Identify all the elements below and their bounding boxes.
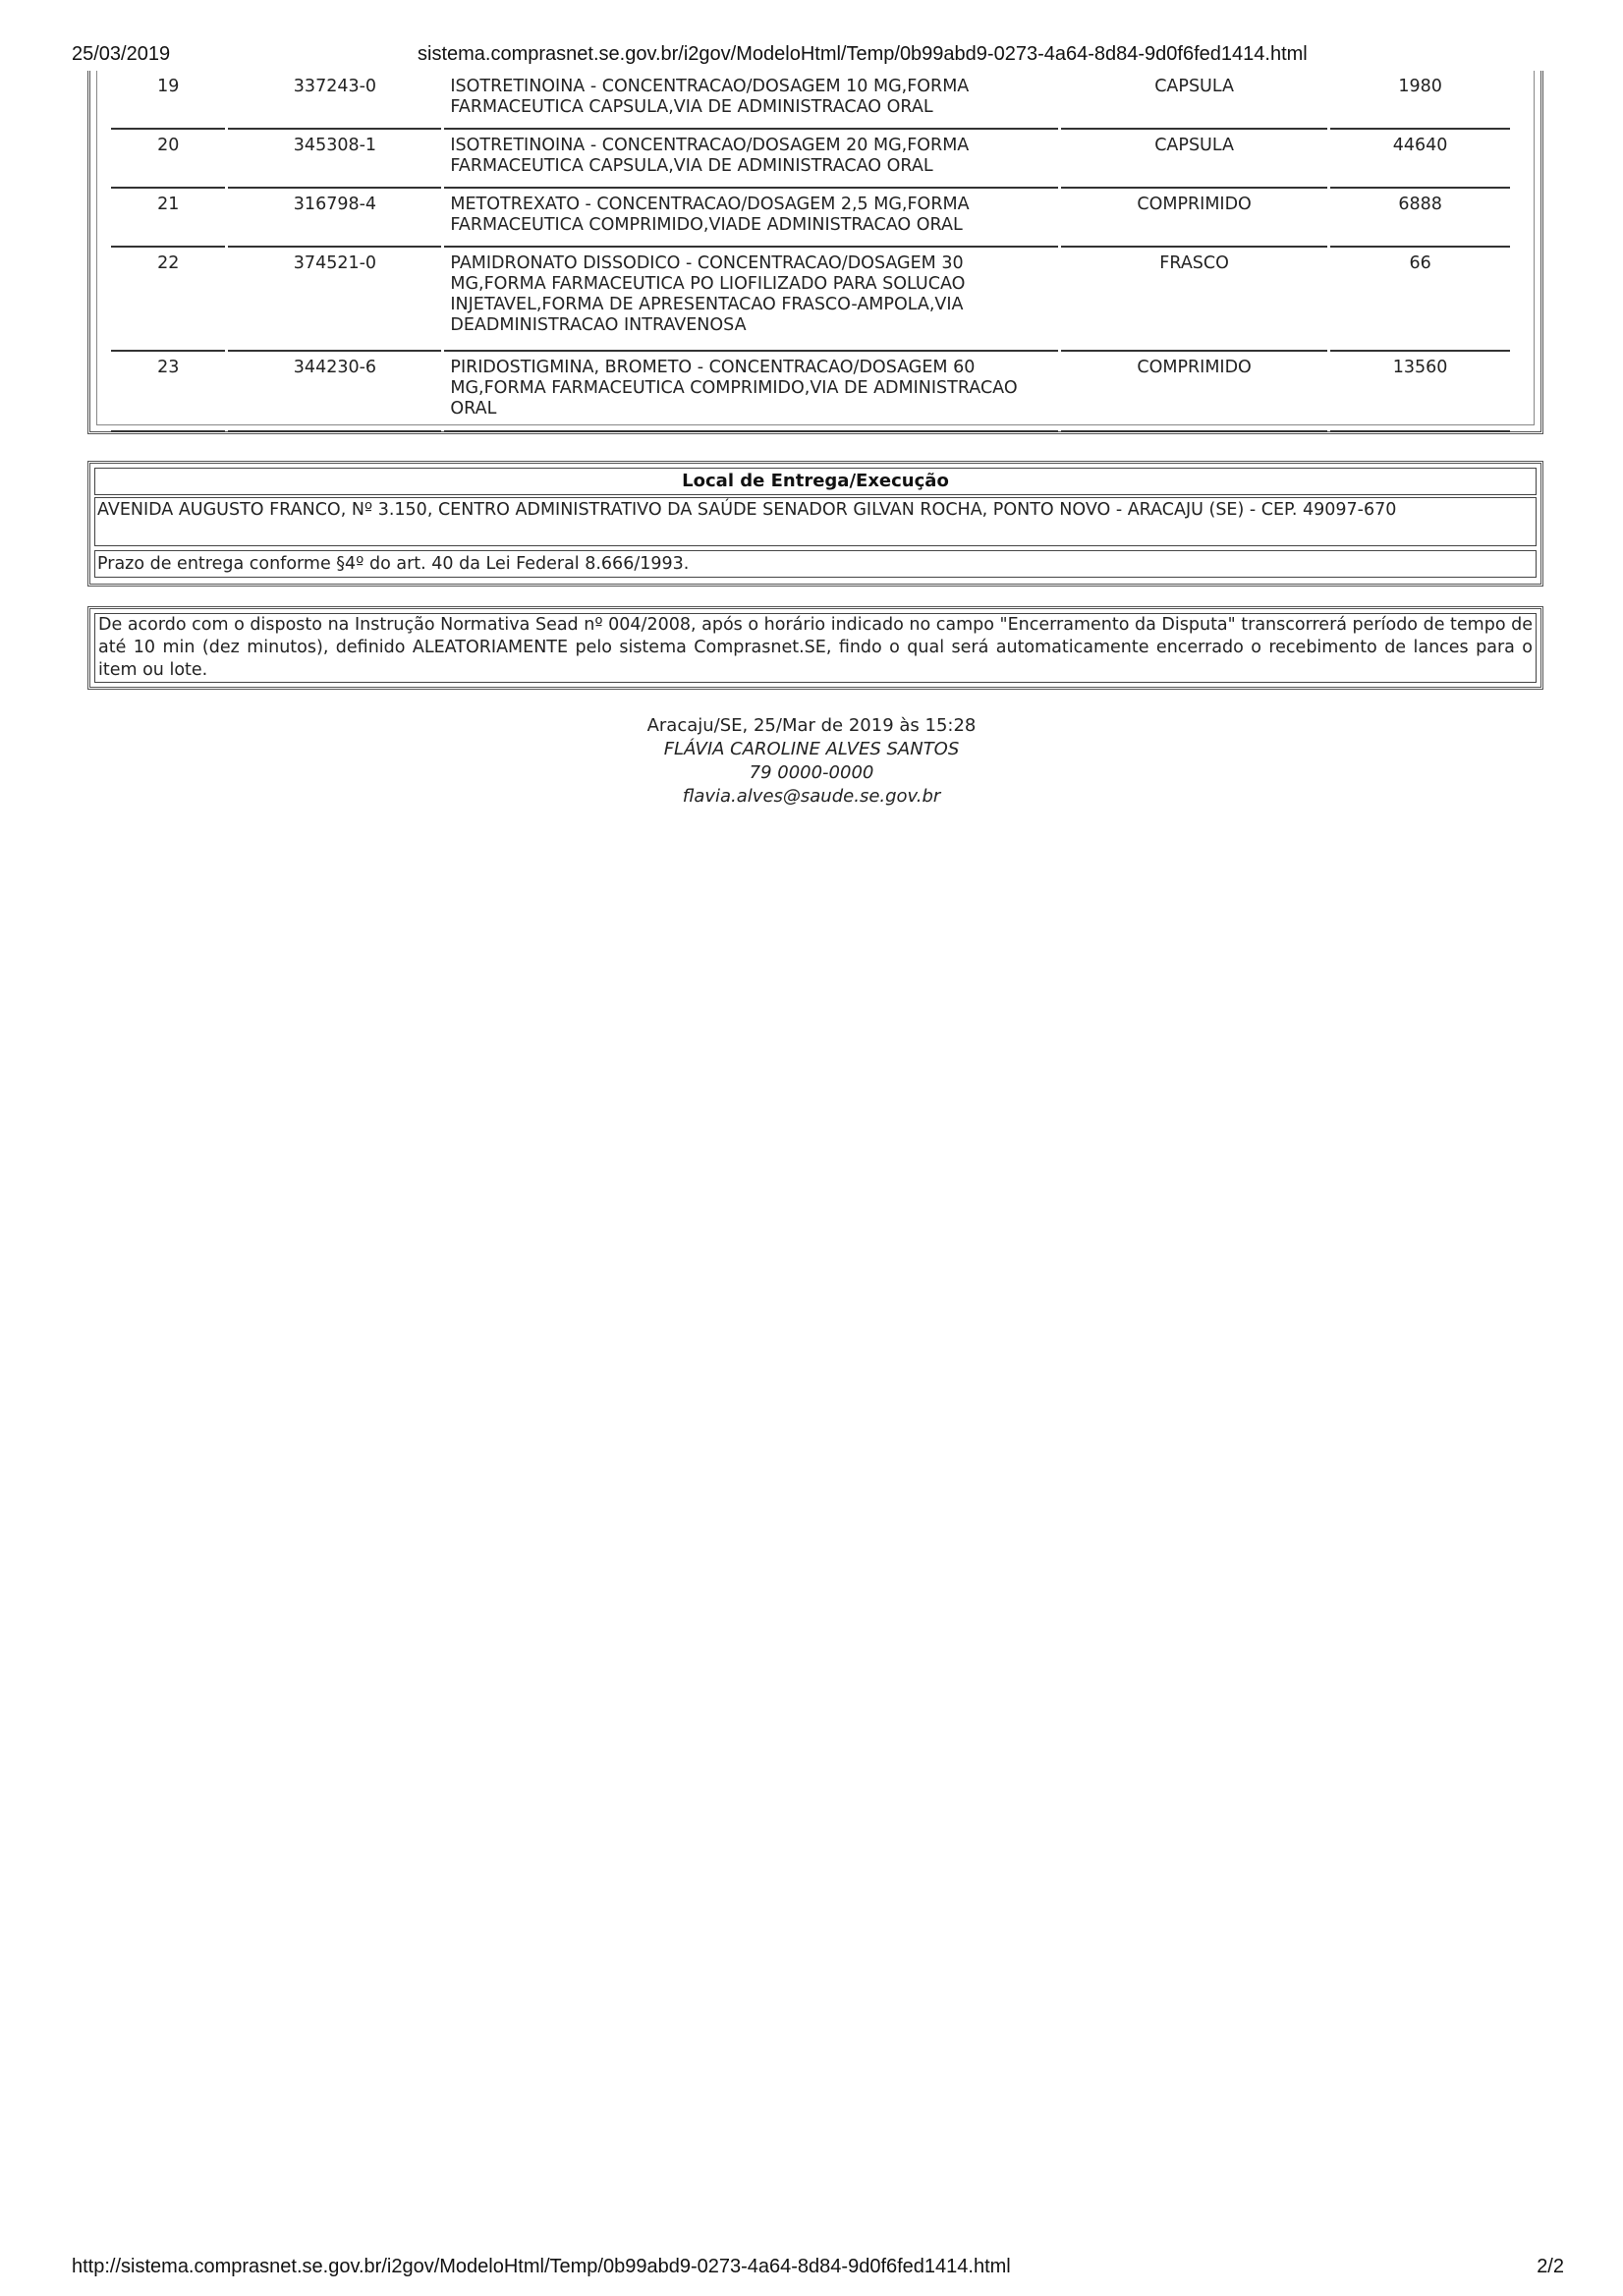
table-row (111, 248, 1510, 352)
item-code: 316798-4 (228, 189, 441, 248)
item-quantity: 13560 (1330, 352, 1510, 432)
signature-phone: 79 0000-0000 (749, 762, 874, 783)
print-url: sistema.comprasnet.se.gov.br/i2gov/ModeloHtml/Temp/0b99abd9-0273-4a64-8d84-9d0f6fed1414.html (418, 43, 1308, 65)
signature-block (0, 714, 1623, 809)
item-description: PIRIDOSTIGMINA, BROMETO - CONCENTRACAO/DOSAGEM 60 MG,FORMA FARMACEUTICA COMPRIMIDO,VIA DE ADMINISTRACAO ORAL (444, 352, 1058, 432)
item-description: PAMIDRONATO DISSODICO - CONCENTRACAO/DOSAGEM 30 MG,FORMA FARMACEUTICA PO LIOFILIZADO PARA SOLUCAO INJETAVEL,FORMA DE APRESENTACAO FRASCO-AMPOLA,VIA DEADMINISTRACAO INTRAVENOSA (444, 248, 1058, 352)
delivery-deadline: Prazo de entrega conforme §4º do art. 40 da Lei Federal 8.666/1993. (94, 550, 1537, 578)
item-unit: COMPRIMIDO (1061, 352, 1327, 432)
item-description: METOTREXATO - CONCENTRACAO/DOSAGEM 2,5 MG,FORMA FARMACEUTICA COMPRIMIDO,VIADE ADMINISTRACAO ORAL (444, 189, 1058, 248)
item-number: 21 (111, 189, 225, 248)
item-unit: CAPSULA (1061, 71, 1327, 130)
item-unit: FRASCO (1061, 248, 1327, 352)
print-date: 25/03/2019 (72, 43, 171, 65)
item-code: 337243-0 (228, 71, 441, 130)
item-number: 19 (111, 71, 225, 130)
item-number: 23 (111, 352, 225, 432)
item-description: ISOTRETINOINA - CONCENTRACAO/DOSAGEM 20 MG,FORMA FARMACEUTICA CAPSULA,VIA DE ADMINISTRACAO ORAL (444, 130, 1058, 189)
table-row (111, 189, 1510, 248)
footer-url: http://sistema.comprasnet.se.gov.br/i2gov/ModeloHtml/Temp/0b99abd9-0273-4a64-8d84-9d0f6fed1414.html (72, 2256, 1011, 2277)
item-quantity: 66 (1330, 248, 1510, 352)
item-code: 344230-6 (228, 352, 441, 432)
item-unit: CAPSULA (1061, 130, 1327, 189)
items-table-container (87, 71, 1543, 434)
notice-text: De acordo com o disposto na Instrução Normativa Sead nº 004/2008, após o horário indicado no campo "Encerramento da Disputa" transcorrerá período de tempo de até 10 min (dez minutos), definido ALEATORIAMENTE pelo sistema Comprasnet.SE, findo o qual será automaticamente encerrado o recebimento de lances para o item ou lote. (94, 613, 1537, 683)
page-number: 2/2 (1537, 2256, 1564, 2277)
item-number: 22 (111, 248, 225, 352)
item-quantity: 6888 (1330, 189, 1510, 248)
item-code: 374521-0 (228, 248, 441, 352)
item-description: ISOTRETINOINA - CONCENTRACAO/DOSAGEM 10 MG,FORMA FARMACEUTICA CAPSULA,VIA DE ADMINISTRACAO ORAL (444, 71, 1058, 130)
item-quantity: 1980 (1330, 71, 1510, 130)
item-number: 20 (111, 130, 225, 189)
table-row (111, 130, 1510, 189)
table-row (111, 71, 1510, 130)
notice-section (87, 606, 1543, 690)
item-code: 345308-1 (228, 130, 441, 189)
item-quantity: 44640 (1330, 130, 1510, 189)
delivery-section (87, 461, 1543, 587)
signature-place-date: Aracaju/SE, 25/Mar de 2019 às 15:28 (646, 715, 977, 736)
item-unit: COMPRIMIDO (1061, 189, 1327, 248)
delivery-title: Local de Entrega/Execução (94, 468, 1537, 495)
signature-email: flavia.alves@saude.se.gov.br (682, 786, 941, 807)
signature-name: FLÁVIA CAROLINE ALVES SANTOS (663, 739, 960, 759)
table-row (111, 352, 1510, 432)
items-table (108, 71, 1513, 432)
delivery-address: AVENIDA AUGUSTO FRANCO, Nº 3.150, CENTRO ADMINISTRATIVO DA SAÚDE SENADOR GILVAN ROCHA, PONTO NOVO - ARACAJU (SE) - CEP. 49097-670 (94, 497, 1537, 546)
